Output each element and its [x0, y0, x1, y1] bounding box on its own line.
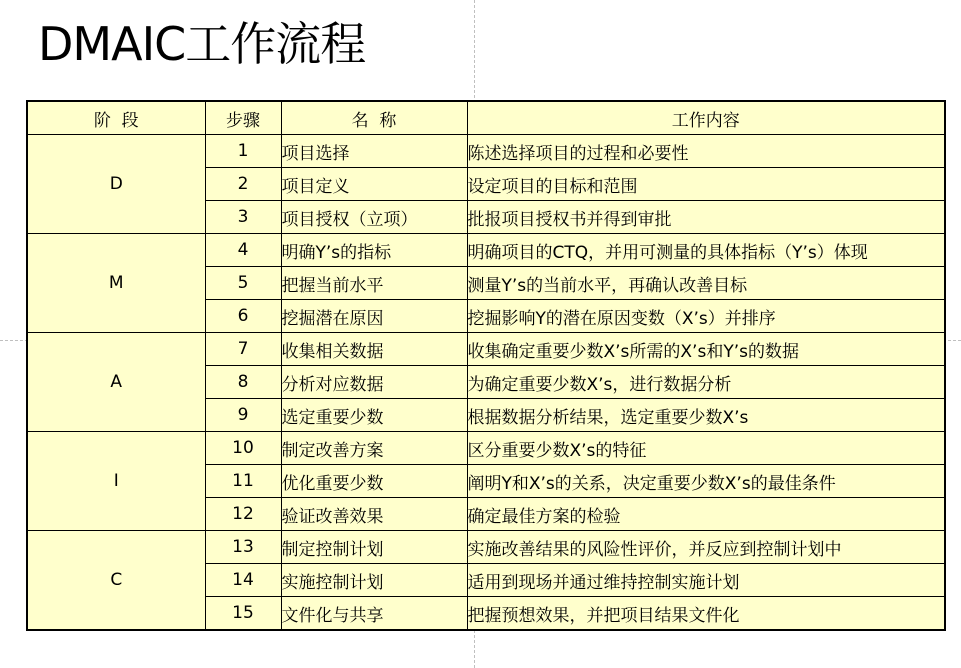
name-cell: 实施控制计划 — [281, 564, 467, 597]
name-cell: 项目授权（立项） — [281, 201, 467, 234]
content-cell: 实施改善结果的风险性评价，并反应到控制计划中 — [467, 531, 945, 564]
name-cell: 分析对应数据 — [281, 366, 467, 399]
content-cell: 陈述选择项目的过程和必要性 — [467, 135, 945, 168]
header-stage: 阶 段 — [27, 101, 205, 135]
name-cell: 项目定义 — [281, 168, 467, 201]
name-cell: 验证改善效果 — [281, 498, 467, 531]
name-cell: 收集相关数据 — [281, 333, 467, 366]
step-cell: 8 — [205, 366, 281, 399]
stage-cell: M — [27, 234, 205, 333]
name-cell: 项目选择 — [281, 135, 467, 168]
page-title: DMAIC工作流程 — [38, 17, 366, 71]
content-cell: 适用到现场并通过维持控制实施计划 — [467, 564, 945, 597]
name-cell: 制定控制计划 — [281, 531, 467, 564]
header-name: 名 称 — [281, 101, 467, 135]
content-cell: 把握预想效果，并把项目结果文件化 — [467, 597, 945, 631]
name-cell: 选定重要少数 — [281, 399, 467, 432]
step-cell: 9 — [205, 399, 281, 432]
table-row — [27, 531, 945, 564]
name-cell: 明确Y’s的指标 — [281, 234, 467, 267]
table-row — [27, 432, 945, 465]
name-cell: 把握当前水平 — [281, 267, 467, 300]
content-cell: 为确定重要少数X’s，进行数据分析 — [467, 366, 945, 399]
content-cell: 挖掘影响Y的潜在原因变数（X’s）并排序 — [467, 300, 945, 333]
step-cell: 12 — [205, 498, 281, 531]
name-cell: 文件化与共享 — [281, 597, 467, 631]
name-cell: 挖掘潜在原因 — [281, 300, 467, 333]
dmaic-table — [26, 100, 946, 631]
step-cell: 15 — [205, 597, 281, 631]
content-cell: 确定最佳方案的检验 — [467, 498, 945, 531]
step-cell: 14 — [205, 564, 281, 597]
stage-cell: D — [27, 135, 205, 234]
stage-cell: A — [27, 333, 205, 432]
step-cell: 11 — [205, 465, 281, 498]
table-row — [27, 234, 945, 267]
step-cell: 13 — [205, 531, 281, 564]
table-body — [27, 135, 945, 631]
content-cell: 明确项目的CTQ，并用可测量的具体指标（Y’s）体现 — [467, 234, 945, 267]
name-cell: 优化重要少数 — [281, 465, 467, 498]
step-cell: 6 — [205, 300, 281, 333]
content-cell: 区分重要少数X’s的特征 — [467, 432, 945, 465]
table-header-row — [27, 101, 945, 135]
content-cell: 根据数据分析结果，选定重要少数X’s — [467, 399, 945, 432]
content-cell: 设定项目的目标和范围 — [467, 168, 945, 201]
step-cell: 2 — [205, 168, 281, 201]
step-cell: 4 — [205, 234, 281, 267]
table-row — [27, 333, 945, 366]
header-content: 工作内容 — [467, 101, 945, 135]
name-cell: 制定改善方案 — [281, 432, 467, 465]
content-cell: 测量Y’s的当前水平，再确认改善目标 — [467, 267, 945, 300]
step-cell: 10 — [205, 432, 281, 465]
content-cell: 批报项目授权书并得到审批 — [467, 201, 945, 234]
content-cell: 收集确定重要少数X’s所需的X’s和Y’s的数据 — [467, 333, 945, 366]
step-cell: 3 — [205, 201, 281, 234]
content-cell: 阐明Y和X’s的关系，决定重要少数X’s的最佳条件 — [467, 465, 945, 498]
step-cell: 1 — [205, 135, 281, 168]
header-step: 步骤 — [205, 101, 281, 135]
table-row — [27, 135, 945, 168]
stage-cell: C — [27, 531, 205, 631]
stage-cell: I — [27, 432, 205, 531]
step-cell: 7 — [205, 333, 281, 366]
step-cell: 5 — [205, 267, 281, 300]
